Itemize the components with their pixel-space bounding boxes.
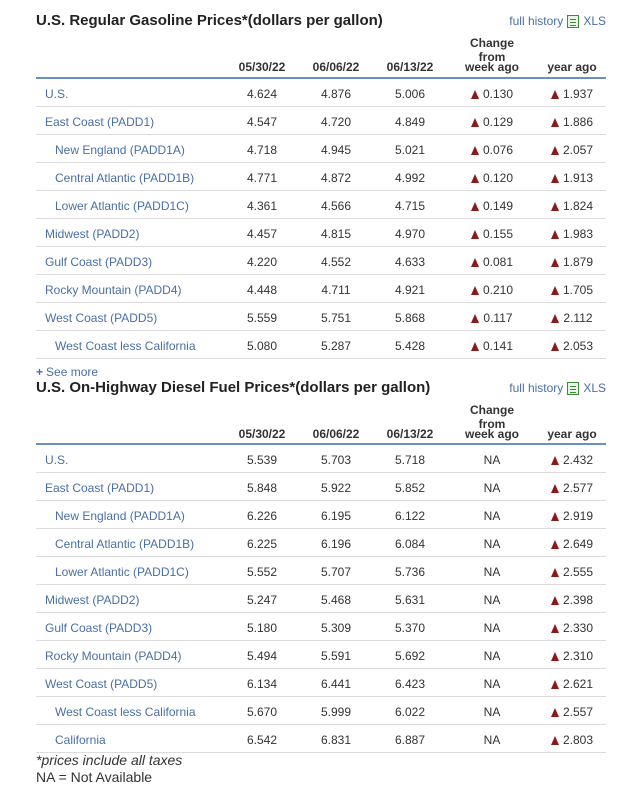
plus-icon: + [36, 365, 44, 379]
gasoline-col-year-ago: year ago [547, 60, 597, 74]
change-value: 2.310 [562, 649, 594, 663]
price-cell: 4.361 [246, 199, 278, 213]
gasoline-xls-link[interactable]: XLS [583, 14, 606, 28]
table-row [36, 275, 606, 303]
price-cell: 5.247 [246, 593, 278, 607]
year-change-cell [538, 115, 606, 129]
price-cell: 5.999 [320, 705, 352, 719]
region-link[interactable]: Gulf Coast (PADD3) [45, 621, 153, 635]
up-arrow-icon [471, 202, 479, 211]
week-change-cell [456, 199, 528, 213]
year-change-cell [538, 227, 606, 241]
year-change-cell [538, 143, 606, 157]
change-value: 2.057 [562, 143, 594, 157]
price-cell: 5.868 [394, 311, 426, 325]
diesel-col-week-ago: week ago [464, 427, 520, 441]
up-arrow-icon [551, 708, 559, 717]
up-arrow-icon [551, 174, 559, 183]
up-arrow-icon [551, 624, 559, 633]
change-value: 0.076 [482, 143, 514, 157]
week-change-cell [456, 649, 528, 663]
region-link[interactable]: Central Atlantic (PADD1B) [55, 171, 195, 185]
region-link[interactable]: U.S. [45, 87, 69, 101]
week-change-cell [456, 733, 528, 747]
table-row [36, 79, 606, 107]
region-link[interactable]: California [55, 733, 106, 747]
table-row [36, 613, 606, 641]
price-cell: 4.547 [246, 115, 278, 129]
gasoline-col-week-ago: week ago [464, 60, 520, 74]
change-value: 2.649 [562, 537, 594, 551]
week-change-cell [456, 143, 528, 157]
week-change-cell [456, 339, 528, 353]
change-value: 1.983 [562, 227, 594, 241]
year-change-cell [538, 509, 606, 523]
year-change-cell [538, 733, 606, 747]
up-arrow-icon [551, 736, 559, 745]
up-arrow-icon [551, 202, 559, 211]
week-change-cell [456, 255, 528, 269]
change-value: 2.330 [562, 621, 594, 635]
price-cell: 5.631 [394, 593, 426, 607]
up-arrow-icon [551, 118, 559, 127]
table-row [36, 473, 606, 501]
week-change-cell [456, 283, 528, 297]
price-cell: 5.591 [320, 649, 352, 663]
price-cell: 4.921 [394, 283, 426, 297]
region-link[interactable]: West Coast less California [55, 705, 196, 719]
up-arrow-icon [551, 286, 559, 295]
price-cell: 5.552 [246, 565, 278, 579]
week-change-cell [456, 453, 528, 467]
week-change-cell [456, 705, 528, 719]
region-link[interactable]: Lower Atlantic (PADD1C) [55, 199, 189, 213]
diesel-table-title: U.S. On-Highway Diesel Fuel Prices*(dollars per gallon) [36, 379, 431, 396]
change-value: 0.081 [482, 255, 514, 269]
price-cell: 5.006 [394, 87, 426, 101]
change-value: 0.129 [482, 115, 514, 129]
change-value: 2.557 [562, 705, 594, 719]
region-link[interactable]: Lower Atlantic (PADD1C) [55, 565, 189, 579]
change-value: 2.919 [562, 509, 594, 523]
price-cell: 5.559 [246, 311, 278, 325]
change-value: 1.886 [562, 115, 594, 129]
taxes-footnote: *prices include all taxes [36, 752, 183, 768]
change-value: NA [483, 481, 501, 495]
table-row [36, 557, 606, 585]
gasoline-prices-section [36, 12, 606, 367]
table-row [36, 445, 606, 473]
gasoline-full-history-link[interactable]: full history [509, 14, 564, 28]
year-change-cell [538, 311, 606, 325]
week-change-cell [456, 509, 528, 523]
change-value: 2.432 [562, 453, 594, 467]
change-value: 2.053 [562, 339, 594, 353]
week-change-cell [456, 621, 528, 635]
week-change-cell [456, 171, 528, 185]
table-row [36, 697, 606, 725]
up-arrow-icon [551, 652, 559, 661]
week-change-cell [456, 677, 528, 691]
year-change-cell [538, 537, 606, 551]
year-change-cell [538, 705, 606, 719]
up-arrow-icon [551, 230, 559, 239]
diesel-col-date-2: 06/06/22 [312, 427, 360, 441]
price-cell: 4.970 [394, 227, 426, 241]
table-row [36, 669, 606, 697]
price-cell: 4.552 [320, 255, 352, 269]
up-arrow-icon [551, 680, 559, 689]
table-row [36, 585, 606, 613]
price-cell: 6.542 [246, 733, 278, 747]
change-value: 0.210 [482, 283, 514, 297]
region-link[interactable]: West Coast (PADD5) [45, 311, 158, 325]
price-cell: 5.718 [394, 453, 426, 467]
price-cell: 5.670 [246, 705, 278, 719]
region-link[interactable]: Midwest (PADD2) [45, 593, 140, 607]
price-cell: 5.692 [394, 649, 426, 663]
up-arrow-icon [551, 342, 559, 351]
gasoline-tools [509, 14, 606, 28]
week-change-cell [456, 115, 528, 129]
price-cell: 4.711 [321, 283, 351, 297]
up-arrow-icon [471, 258, 479, 267]
year-change-cell [538, 87, 606, 101]
week-change-cell [456, 593, 528, 607]
gasoline-table-title: U.S. Regular Gasoline Prices*(dollars per gallon) [36, 12, 383, 29]
year-change-cell [538, 171, 606, 185]
year-change-cell [538, 677, 606, 691]
week-change-cell [456, 481, 528, 495]
spreadsheet-icon[interactable] [567, 382, 579, 395]
year-change-cell [538, 621, 606, 635]
price-cell: 5.736 [394, 565, 426, 579]
diesel-col-date-3: 06/13/22 [386, 427, 434, 441]
region-link[interactable]: New England (PADD1A) [55, 509, 185, 523]
price-cell: 6.226 [246, 509, 278, 523]
change-value: 1.705 [562, 283, 594, 297]
change-value: NA [483, 593, 501, 607]
price-cell: 4.849 [394, 115, 426, 129]
price-cell: 5.852 [394, 481, 426, 495]
price-cell: 6.196 [320, 537, 352, 551]
change-value: NA [483, 621, 501, 635]
change-value: 2.398 [562, 593, 594, 607]
up-arrow-icon [471, 146, 479, 155]
table-row [36, 219, 606, 247]
up-arrow-icon [551, 90, 559, 99]
diesel-full-history-link[interactable]: full history [509, 381, 564, 395]
table-row [36, 163, 606, 191]
up-arrow-icon [551, 258, 559, 267]
price-cell: 6.887 [394, 733, 426, 747]
diesel-col-year-ago: year ago [547, 427, 597, 441]
table-row [36, 303, 606, 331]
year-change-cell [538, 283, 606, 297]
up-arrow-icon [551, 512, 559, 521]
price-cell: 4.876 [320, 87, 352, 101]
region-link[interactable]: Rocky Mountain (PADD4) [45, 649, 182, 663]
price-cell: 4.720 [320, 115, 352, 129]
region-link[interactable]: East Coast (PADD1) [45, 481, 155, 495]
up-arrow-icon [471, 286, 479, 295]
price-cell: 4.624 [246, 87, 278, 101]
price-cell: 5.922 [320, 481, 352, 495]
up-arrow-icon [471, 174, 479, 183]
year-change-cell [538, 565, 606, 579]
diesel-change-from-header: Change from [469, 403, 514, 431]
region-link[interactable]: Gulf Coast (PADD3) [45, 255, 153, 269]
change-value: 1.937 [562, 87, 594, 101]
na-footnote: NA = Not Available [36, 769, 153, 785]
change-value: NA [483, 649, 501, 663]
price-cell: 6.225 [246, 537, 278, 551]
change-value: 2.112 [563, 311, 593, 325]
week-change-cell [456, 311, 528, 325]
price-cell: 4.945 [320, 143, 352, 157]
change-value: NA [483, 537, 501, 551]
price-cell: 5.309 [320, 621, 352, 635]
price-cell: 4.633 [394, 255, 426, 269]
price-cell: 4.715 [394, 199, 426, 213]
price-cell: 5.707 [320, 565, 352, 579]
week-change-cell [456, 227, 528, 241]
table-row [36, 191, 606, 219]
diesel-prices-section [36, 379, 606, 754]
region-link[interactable]: West Coast less California [55, 339, 196, 353]
see-more-label: See more [46, 365, 99, 379]
week-change-cell [456, 565, 528, 579]
price-cell: 5.468 [320, 593, 352, 607]
price-cell: 6.134 [246, 677, 278, 691]
gasoline-col-date-1: 05/30/22 [238, 60, 286, 74]
price-cell: 5.021 [394, 143, 426, 157]
year-change-cell [538, 453, 606, 467]
year-change-cell [538, 339, 606, 353]
up-arrow-icon [551, 596, 559, 605]
up-arrow-icon [551, 456, 559, 465]
year-change-cell [538, 649, 606, 663]
diesel-xls-link[interactable]: XLS [583, 381, 606, 395]
change-value: 0.155 [482, 227, 514, 241]
week-change-cell [456, 537, 528, 551]
change-value: 1.824 [562, 199, 594, 213]
week-change-cell [456, 87, 528, 101]
price-cell: 4.872 [320, 171, 352, 185]
up-arrow-icon [551, 484, 559, 493]
up-arrow-icon [471, 342, 479, 351]
price-cell: 5.370 [394, 621, 426, 635]
price-cell: 4.457 [246, 227, 278, 241]
change-value: 0.117 [483, 311, 513, 325]
price-cell: 5.848 [246, 481, 278, 495]
price-cell: 5.080 [246, 339, 278, 353]
change-value: 1.913 [562, 171, 594, 185]
price-cell: 5.494 [246, 649, 278, 663]
table-row [36, 135, 606, 163]
region-link[interactable]: East Coast (PADD1) [45, 115, 155, 129]
up-arrow-icon [551, 146, 559, 155]
change-value: 0.120 [482, 171, 514, 185]
region-link[interactable]: U.S. [45, 453, 69, 467]
change-value: 1.879 [562, 255, 594, 269]
region-link[interactable]: Midwest (PADD2) [45, 227, 140, 241]
price-cell: 4.718 [246, 143, 278, 157]
change-value: NA [483, 453, 501, 467]
price-cell: 6.195 [320, 509, 352, 523]
up-arrow-icon [551, 314, 559, 323]
region-link[interactable]: West Coast (PADD5) [45, 677, 158, 691]
gasoline-col-date-3: 06/13/22 [386, 60, 434, 74]
price-cell: 4.220 [246, 255, 278, 269]
change-value: 2.577 [562, 481, 594, 495]
region-link[interactable]: New England (PADD1A) [55, 143, 185, 157]
change-value: 0.130 [482, 87, 514, 101]
price-cell: 5.428 [394, 339, 426, 353]
change-value: 2.803 [562, 733, 594, 747]
price-cell: 6.022 [394, 705, 426, 719]
price-cell: 4.992 [394, 171, 426, 185]
change-value: NA [483, 733, 501, 747]
gasoline-change-from-header: Change from [469, 36, 514, 64]
table-row [36, 247, 606, 275]
price-cell: 5.539 [246, 453, 278, 467]
up-arrow-icon [471, 314, 479, 323]
diesel-col-date-1: 05/30/22 [238, 427, 286, 441]
up-arrow-icon [471, 230, 479, 239]
price-cell: 6.423 [394, 677, 426, 691]
spreadsheet-icon[interactable] [567, 15, 579, 28]
region-link[interactable]: Rocky Mountain (PADD4) [45, 283, 182, 297]
price-cell: 6.441 [320, 677, 352, 691]
up-arrow-icon [471, 90, 479, 99]
price-cell: 5.703 [320, 453, 352, 467]
price-cell: 4.448 [246, 283, 278, 297]
change-value: 0.149 [482, 199, 514, 213]
table-row [36, 725, 606, 753]
up-arrow-icon [551, 568, 559, 577]
year-change-cell [538, 255, 606, 269]
price-cell: 5.180 [246, 621, 278, 635]
change-value: NA [483, 677, 501, 691]
change-value: NA [483, 565, 501, 579]
table-row [36, 107, 606, 135]
diesel-tools [509, 381, 606, 395]
year-change-cell [538, 199, 606, 213]
price-cell: 4.771 [246, 171, 278, 185]
price-cell: 6.122 [394, 509, 426, 523]
price-cell: 5.751 [320, 311, 352, 325]
price-cell: 4.566 [320, 199, 352, 213]
table-row [36, 529, 606, 557]
change-value: 2.555 [562, 565, 594, 579]
price-cell: 4.815 [320, 227, 352, 241]
table-row [36, 501, 606, 529]
up-arrow-icon [471, 118, 479, 127]
gasoline-col-date-2: 06/06/22 [312, 60, 360, 74]
table-row [36, 331, 606, 359]
up-arrow-icon [551, 540, 559, 549]
see-more-link[interactable] [36, 365, 98, 379]
price-cell: 6.084 [394, 537, 426, 551]
change-value: NA [483, 705, 501, 719]
change-value: 2.621 [562, 677, 594, 691]
change-value: NA [483, 509, 501, 523]
change-value: 0.141 [482, 339, 514, 353]
year-change-cell [538, 593, 606, 607]
price-cell: 6.831 [320, 733, 352, 747]
price-cell: 5.287 [320, 339, 352, 353]
year-change-cell [538, 481, 606, 495]
region-link[interactable]: Central Atlantic (PADD1B) [55, 537, 195, 551]
table-row [36, 641, 606, 669]
